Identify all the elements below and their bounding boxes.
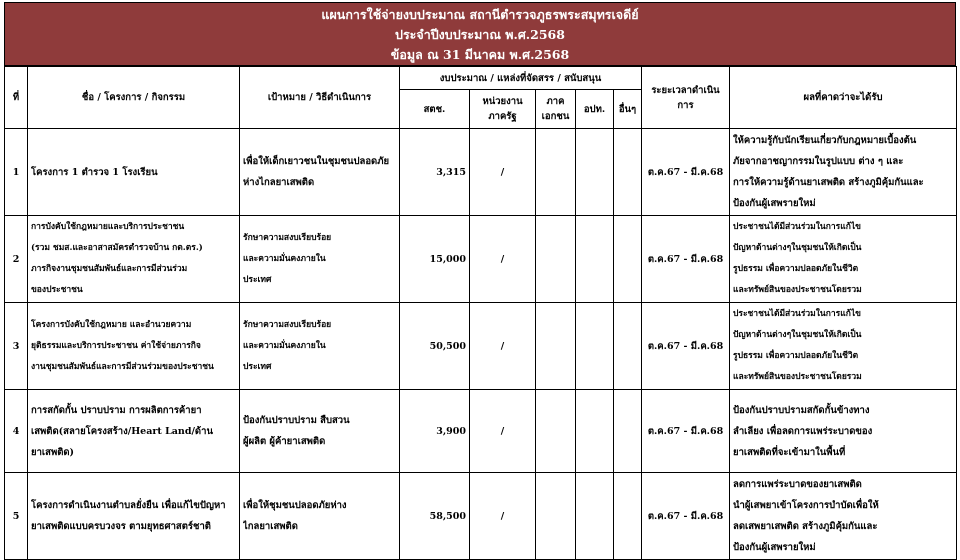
budget-other-cell bbox=[614, 303, 642, 390]
budget-gov-cell: / bbox=[470, 303, 536, 390]
project-line: การบังคับใช้กฎหมายและบริการประชาชน bbox=[31, 222, 185, 232]
budget-other-cell bbox=[614, 216, 642, 303]
result-line: รูปธรรม เพื่อความปลอดภัยในชีวิต bbox=[733, 264, 859, 274]
budget-other-cell bbox=[614, 129, 642, 216]
header-target: เป้าหมาย / วิธีดำเนินการ bbox=[240, 67, 400, 129]
project-line: โครงการบังคับใช้กฎหมาย และอำนวยความ bbox=[31, 319, 192, 330]
result-line: ยาเสพติดที่จะเข้ามาในพื้นที่ bbox=[733, 446, 846, 458]
budget-private-cell bbox=[536, 129, 576, 216]
budget-local-cell bbox=[576, 129, 614, 216]
budget-local-cell bbox=[576, 216, 614, 303]
row-number: 1 bbox=[5, 129, 28, 216]
result-cell bbox=[730, 390, 957, 473]
budget-gov-cell: / bbox=[470, 473, 536, 560]
project-line: ยาเสพติดแบบครบวงจร ตามยุทธศาสตร์ชาติ bbox=[31, 521, 211, 532]
result-line: และทรัพย์สินของประชาชนโดยรวม bbox=[733, 285, 862, 295]
result-line: รูปธรรม เพื่อความปลอดภัยในชีวิต bbox=[733, 351, 859, 361]
period-cell: ต.ค.67 - มี.ค.68 bbox=[642, 473, 730, 560]
result-line: การให้ความรู้ด้านยาเสพติด สร้างภูมิคุ้มกันและ bbox=[733, 177, 924, 188]
target-line: ผู้ผลิต ผู้ค้ายาเสพติด bbox=[243, 436, 326, 447]
header-budget-group: งบประมาณ / แหล่งที่จัดสรร / สนับสนุน bbox=[400, 67, 642, 90]
period-cell: ต.ค.67 - มี.ค.68 bbox=[642, 303, 730, 390]
budget-stc-cell: 15,000 bbox=[400, 216, 470, 303]
project-line: การสกัดกั้น ปราบปราม การผลิตการค้ายา bbox=[31, 404, 202, 416]
budget-stc-cell: 3,315 bbox=[400, 129, 470, 216]
budget-gov-cell: / bbox=[470, 390, 536, 473]
target-line: ห่างไกลยาเสพติด bbox=[243, 177, 315, 188]
result-line: ป้องกันปราบปรามสกัดกั้นข้างทาง bbox=[733, 404, 870, 416]
row-number: 3 bbox=[5, 303, 28, 390]
document-title-banner bbox=[4, 2, 956, 66]
project-line: โครงการ 1 ตำรวจ 1 โรงเรียน bbox=[31, 166, 158, 178]
row-number: 2 bbox=[5, 216, 28, 303]
result-line: ลำเลียง เพื่อลดการแพร่ระบาดของ bbox=[733, 425, 873, 437]
result-line: ให้ความรู้กับนักเรียนเกี่ยวกับกฎหมายเบื้องต้น bbox=[733, 135, 917, 146]
title-line-2: ประจำปีงบประมาณ พ.ศ.2568 bbox=[395, 27, 565, 42]
project-line: งานชุมชนสัมพันธ์และการมีส่วนร่วมของประชาชน bbox=[31, 361, 214, 372]
result-line: ป้องกันผู้เสพรายใหม่ bbox=[733, 198, 816, 209]
budget-other-cell bbox=[614, 473, 642, 560]
result-cell bbox=[730, 303, 957, 390]
project-cell bbox=[28, 473, 240, 560]
target-line: เพื่อให้เด็กเยาวชนในชุมชนปลอดภัย bbox=[243, 156, 390, 167]
row-number: 5 bbox=[5, 473, 28, 560]
result-cell bbox=[730, 473, 957, 560]
project-line: ภารกิจงานชุมชนสัมพันธ์และการมีส่วนร่วม bbox=[31, 264, 188, 274]
target-line: ป้องกันปราบปราม สืบสวน bbox=[243, 415, 350, 426]
project-line: (รวม ชมส.และอาสาสมัครตำรวจบ้าน กต.ตร.) bbox=[31, 243, 203, 253]
result-line: ป้องกันผู้เสพรายใหม่ bbox=[733, 542, 816, 553]
result-cell bbox=[730, 129, 957, 216]
result-line: ภัยจากอาชญากรรมในรูปแบบ ต่าง ๆ และ bbox=[733, 156, 904, 167]
header-period: ระยะเวลาดำเนินการ bbox=[642, 67, 730, 129]
target-cell bbox=[240, 129, 400, 216]
budget-private-cell bbox=[536, 216, 576, 303]
header-no: ที่ bbox=[5, 67, 28, 129]
table-row bbox=[5, 390, 957, 473]
project-line: ยาเสพติด) bbox=[31, 446, 75, 458]
result-line: ปัญหาด้านต่างๆในชุมชนให้เกิดเป็น bbox=[733, 330, 862, 340]
budget-stc-cell: 3,900 bbox=[400, 390, 470, 473]
target-line: และความมั่นคงภายใน bbox=[243, 253, 326, 264]
result-line: นำผู้เสพยาเข้าโครงการบำบัดเพื่อให้ bbox=[733, 500, 879, 511]
target-line: รักษาความสงบเรียบร้อย bbox=[243, 232, 332, 243]
table-row bbox=[5, 473, 957, 560]
target-line: เพื่อให้ชุมชนปลอดภัยห่าง bbox=[243, 500, 347, 511]
budget-other-cell bbox=[614, 390, 642, 473]
header-budget-other: อื่นๆ bbox=[614, 90, 642, 129]
project-cell bbox=[28, 390, 240, 473]
budget-local-cell bbox=[576, 303, 614, 390]
result-line: ปัญหาด้านต่างๆในชุมชนให้เกิดเป็น bbox=[733, 243, 862, 253]
target-cell bbox=[240, 303, 400, 390]
header-project: ชื่อ / โครงการ / กิจกรรม bbox=[28, 67, 240, 129]
header-budget-stc: สตช. bbox=[400, 90, 470, 129]
table-row bbox=[5, 216, 957, 303]
project-line: โครงการดำเนินงานตำบลยั่งยืน เพื่อแก้ไขปัญหา bbox=[31, 500, 226, 511]
header-result: ผลที่คาดว่าจะได้รับ bbox=[730, 67, 957, 129]
project-cell bbox=[28, 216, 240, 303]
target-line: ประเทศ bbox=[243, 274, 272, 285]
budget-private-cell bbox=[536, 390, 576, 473]
budget-local-cell bbox=[576, 473, 614, 560]
title-line-3: ข้อมูล ณ 31 มีนาคม พ.ศ.2568 bbox=[390, 47, 570, 62]
budget-stc-cell: 50,500 bbox=[400, 303, 470, 390]
project-cell bbox=[28, 129, 240, 216]
target-line: ประเทศ bbox=[243, 361, 272, 372]
target-cell bbox=[240, 473, 400, 560]
target-line: รักษาความสงบเรียบร้อย bbox=[243, 319, 332, 330]
result-line: และทรัพย์สินของประชาชนโดยรวม bbox=[733, 372, 862, 382]
header-budget-gov: หน่วยงาน ภาครัฐ bbox=[470, 90, 536, 129]
result-line: ลดเสพยาเสพติด สร้างภูมิคุ้มกันและ bbox=[733, 521, 878, 532]
header-row-1 bbox=[5, 67, 957, 90]
target-cell bbox=[240, 216, 400, 303]
target-cell bbox=[240, 390, 400, 473]
result-line: ประชาชนได้มีส่วนร่วมในการแก้ไข bbox=[733, 222, 861, 232]
project-line: เสพติด(สลายโครงสร้าง/Heart Land/ด้าน bbox=[31, 425, 213, 437]
table-row bbox=[5, 129, 957, 216]
header-budget-private: ภาค เอกชน bbox=[536, 90, 576, 129]
budget-plan-table bbox=[4, 66, 957, 560]
period-cell: ต.ค.67 - มี.ค.68 bbox=[642, 390, 730, 473]
budget-gov-cell: / bbox=[470, 216, 536, 303]
title-line-1: แผนการใช้จ่ายงบประมาณ สถานีตำรวจภูธรพระสมุทรเจดีย์ bbox=[321, 7, 639, 22]
budget-local-cell bbox=[576, 390, 614, 473]
period-cell: ต.ค.67 - มี.ค.68 bbox=[642, 129, 730, 216]
result-line: ประชาชนได้มีส่วนร่วมในการแก้ไข bbox=[733, 309, 861, 319]
project-line: ของประชาชน bbox=[31, 285, 83, 295]
period-cell: ต.ค.67 - มี.ค.68 bbox=[642, 216, 730, 303]
header-budget-local: อปท. bbox=[576, 90, 614, 129]
target-line: และความมั่นคงภายใน bbox=[243, 340, 326, 351]
row-number: 4 bbox=[5, 390, 28, 473]
budget-stc-cell: 58,500 bbox=[400, 473, 470, 560]
result-cell bbox=[730, 216, 957, 303]
table-row bbox=[5, 303, 957, 390]
budget-gov-cell: / bbox=[470, 129, 536, 216]
project-cell bbox=[28, 303, 240, 390]
project-line: ยุติธรรมและบริการประชาชน ค่าใช้จ่ายภารกิจ bbox=[31, 340, 201, 351]
result-line: ลดการแพร่ระบาดของยาเสพติด bbox=[733, 479, 862, 490]
budget-private-cell bbox=[536, 473, 576, 560]
target-line: ไกลยาเสพติด bbox=[243, 521, 298, 532]
budget-private-cell bbox=[536, 303, 576, 390]
